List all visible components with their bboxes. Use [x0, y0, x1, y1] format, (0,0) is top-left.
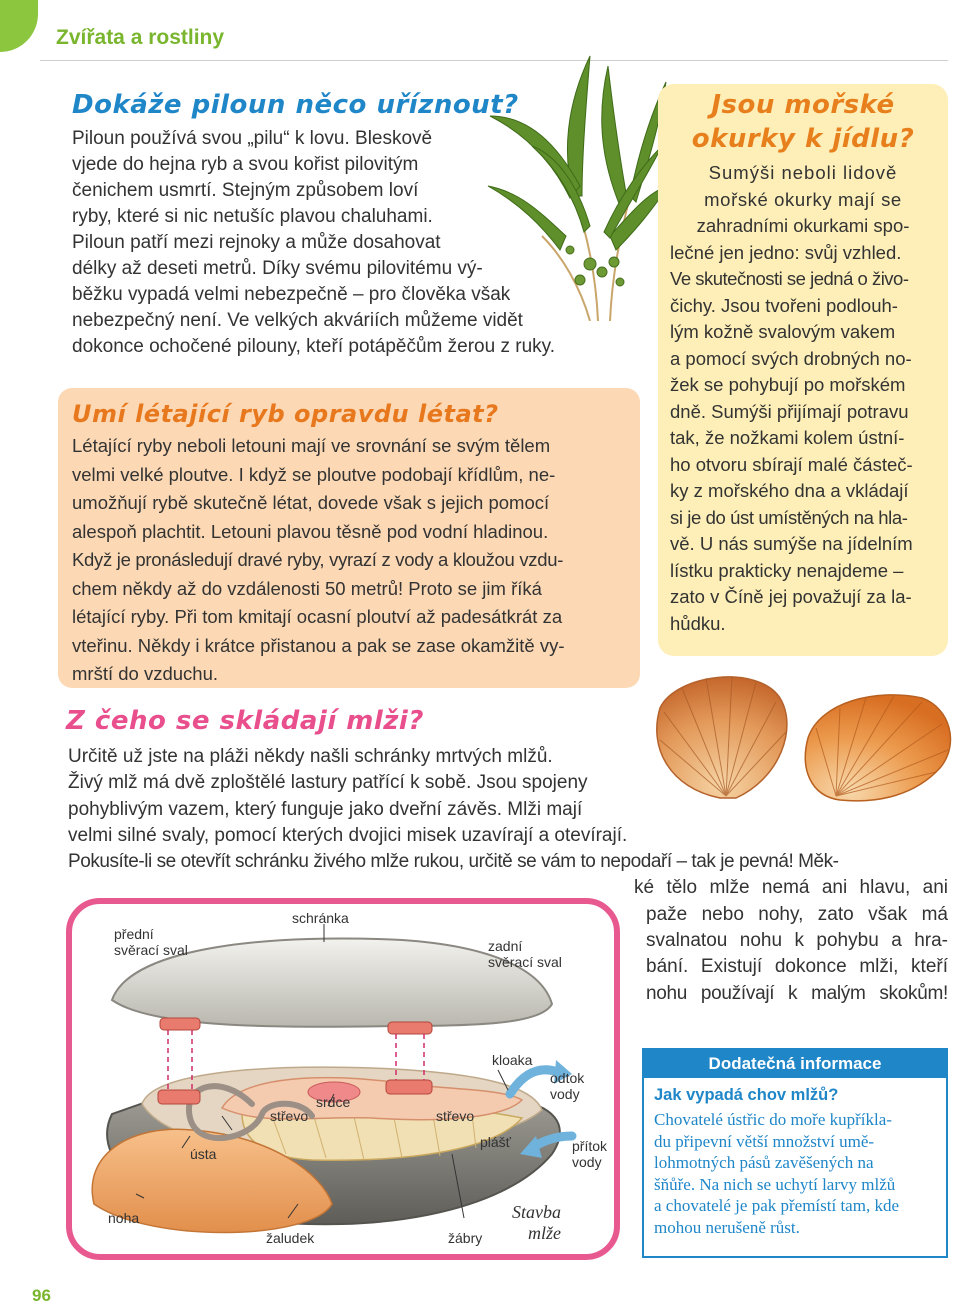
- bivalves-line: velmi silné svaly, pomocí kterých dvojici misek uzavírají a otevírají.: [68, 824, 628, 846]
- sea-cucumber-line: Sumýši neboli lidově: [708, 162, 898, 183]
- sea-cucumber-text: [658, 156, 948, 637]
- sea-cucumber-line: ky z mořského dna a vkládají: [670, 480, 909, 501]
- sea-cucumber-heading-line: okurky k jídlu?: [691, 124, 915, 154]
- flying-fish-line: mrští do vzduchu.: [72, 663, 219, 684]
- sea-cucumber-line: dně. Sumýši přijímají potravu: [670, 400, 909, 422]
- bivalves-line: Živý mlž má dvě zploštělé lastury patřící k sobě. Jsou spojeny: [68, 772, 588, 794]
- sea-cucumber-line: zahradními okurkami spo-: [696, 215, 910, 236]
- label-water-inflow-line: přítok: [572, 1138, 608, 1154]
- additional-info-line: du připevní větší množství umě-: [654, 1131, 875, 1151]
- sea-cucumber-heading-line: Jsou mořské: [711, 90, 895, 120]
- page-number: 96: [32, 1286, 51, 1304]
- sea-cucumber-line: lým kožně svalovým vakem: [670, 321, 896, 342]
- flying-fish-line: vteřinu. Někdy i krátce přistanou a pak se zase okamžitě vy-: [72, 634, 565, 656]
- sea-cucumber-line: ho otvoru sbírají malé částeč-: [670, 453, 913, 475]
- posterior-adductor-muscle: [386, 1022, 432, 1094]
- additional-info-line: a chovatelé je pak přemístí tam, kde: [654, 1196, 899, 1215]
- bivalve-anatomy-diagram: [66, 898, 620, 1260]
- sea-cucumber-heading: [658, 84, 948, 156]
- sawfish-line: dokonce ochočené pilouny, kteří potápěčům žerou z ruky.: [72, 336, 556, 357]
- label-stomach: žaludek: [266, 1230, 315, 1246]
- sawfish-line: běžku vypadá velmi nebezpečně – pro člověka však: [72, 284, 511, 305]
- flying-fish-line: chem někdy až do vzdálenosti 50 metrů! Proto se jim říká: [72, 577, 542, 599]
- label-anterior-muscle-line: přední: [114, 926, 154, 942]
- sea-cucumber-line: a pomocí svých drobných no-: [670, 347, 912, 369]
- sawfish-line: nebezpečný není. Ve velkých akváriích můžeme vidět: [72, 310, 523, 331]
- label-posterior-muscle: [488, 938, 562, 970]
- label-intestine-right: střevo: [436, 1108, 475, 1124]
- sea-cucumber-line: zato v Číně jej považují za la-: [670, 586, 912, 607]
- bivalves-line: Pokusíte-li se otevřít schránku živého mlže rukou, určitě se vám to nepodaří – tak je pevná! Měk-: [68, 851, 839, 873]
- additional-info-question: Jak vypadá chov mlžů?: [654, 1086, 839, 1104]
- bivalves-right-line: paže nebo nohy, zato však má: [646, 903, 948, 925]
- flying-fish-line: Létající ryby neboli letouni mají ve srovnání se svým tělem: [72, 435, 551, 456]
- sea-cucumber-line: žek se pohybují po mořském: [670, 374, 906, 395]
- sawfish-line: Piloun používá svou „pilu“ k lovu. Bleskově: [72, 128, 433, 149]
- sawfish-line: ryby, které si nic netušíc plavou chaluhami.: [72, 206, 433, 227]
- label-mouth: ústa: [190, 1146, 217, 1162]
- sea-cucumber-line: mořské okurky mají se: [704, 188, 902, 210]
- diagram-caption-line: mlže: [528, 1223, 561, 1243]
- bivalves-right-line: ké tělo mlže nemá ani hlavu, ani: [634, 877, 948, 899]
- label-gills: žábry: [448, 1230, 483, 1246]
- label-water-outflow-line: vody: [550, 1086, 580, 1102]
- bivalves-right-line: svalnatou nohu k pohybu a hra-: [646, 930, 948, 952]
- label-mantle: plášť: [480, 1134, 511, 1150]
- additional-info-line: lohmotných pásů zavěšených na: [654, 1153, 874, 1172]
- label-water-outflow-line: odtok: [550, 1070, 585, 1086]
- bivalves-line: Určitě už jste na pláži někdy našli schránky mrtvých mlžů.: [68, 746, 553, 767]
- sawfish-line: čenichem usmrtí. Stejným způsobem loví: [72, 180, 419, 201]
- sea-cucumber-line: vě. U nás sumýše na jídelním: [670, 533, 913, 554]
- bivalves-line: pohyblivým vazem, který funguje jako dveřní závěs. Mlži mají: [68, 798, 583, 820]
- flying-fish-box: [58, 388, 640, 688]
- label-posterior-muscle-line: svěrací sval: [488, 954, 562, 970]
- section-title: Zvířata a rostliny: [56, 26, 225, 49]
- label-water-inflow: [572, 1138, 607, 1170]
- diagram-caption-line: Stavba: [512, 1202, 561, 1222]
- sea-cucumber-box: [658, 84, 948, 656]
- sea-cucumber-line: čichy. Jsou tvořeni podlouh-: [670, 294, 898, 316]
- label-anterior-muscle-line: svěrací sval: [114, 942, 188, 958]
- label-cloaca: kloaka: [492, 1052, 533, 1068]
- label-water-outflow: [550, 1070, 584, 1102]
- sawfish-heading: Dokáže piloun něco uříznout?: [72, 90, 519, 120]
- anterior-adductor-muscle: [158, 1018, 200, 1104]
- diagram-caption: [512, 1202, 561, 1244]
- sawfish-line: Piloun patří mezi rejnoky a může dosahovat: [72, 232, 441, 253]
- bivalves-right-line: nohu používají k malým skokům!: [646, 982, 948, 1004]
- flying-fish-heading: Umí létající ryb opravdu létat?: [72, 400, 499, 428]
- additional-info-line: mohou nerušeně růst.: [654, 1217, 800, 1237]
- additional-info-text: [644, 1107, 946, 1238]
- flying-fish-line: umožňují rybě skutečně létat, dovede však s jejich pomocí: [72, 492, 550, 513]
- sea-cucumber-line: Ve skutečnosti se jedná o živo-: [670, 268, 909, 289]
- additional-info-header: Dodatečná informace: [644, 1050, 946, 1078]
- bivalves-right-line: bání. Existují dokonce mlži, kteří: [646, 956, 948, 978]
- page-corner-tab: [0, 0, 38, 52]
- label-anterior-muscle: [114, 926, 188, 958]
- label-heart: srdce: [316, 1094, 351, 1110]
- sea-cucumber-line: si je do úst umístěných na hla-: [670, 506, 908, 528]
- sea-cucumber-line: tak, že nožkami kolem ústní-: [670, 427, 905, 448]
- sea-cucumber-line: lečné jen jedno: svůj vzhled.: [670, 241, 902, 263]
- sawfish-line: vjede do hejna ryb a svou kořist pilovitým: [72, 154, 419, 175]
- flying-fish-text: [72, 432, 626, 689]
- label-water-inflow-line: vody: [572, 1154, 602, 1170]
- sea-cucumber-line: hůdku.: [670, 612, 726, 634]
- sawfish-section: [72, 90, 632, 360]
- additional-info-box: [642, 1048, 948, 1258]
- flying-fish-line: létající ryby. Při tom kmitají ocasní ploutví až padesátkrát za: [72, 606, 563, 627]
- sea-cucumber-line: lístku prakticky nenajdeme –: [670, 559, 904, 581]
- label-foot: noha: [108, 1210, 140, 1226]
- sawfish-line: délky až deseti metrů. Díky svému pilovitému vý-: [72, 258, 483, 279]
- label-shell: schránka: [292, 910, 349, 926]
- additional-info-line: šňůře. Na nich se uchytí larvy mlžů: [654, 1174, 896, 1194]
- label-posterior-muscle-line: zadní: [488, 938, 523, 954]
- bivalves-heading: Z čeho se skládají mlži?: [66, 706, 424, 736]
- flying-fish-line: Když je pronásledují dravé ryby, vyrazí z vody a kloužou vzdu-: [72, 549, 564, 570]
- sawfish-text: [72, 126, 632, 360]
- additional-info-line: Chovatelé ústřic do moře kupříkla-: [654, 1110, 892, 1129]
- flying-fish-line: velmi velké ploutve. I když se ploutve podobají křídlům, ne-: [72, 463, 556, 485]
- label-intestine-left: střevo: [270, 1108, 309, 1124]
- flying-fish-line: alespoň plachtit. Letouni plavou těsně pod vodní hladinou.: [72, 520, 549, 542]
